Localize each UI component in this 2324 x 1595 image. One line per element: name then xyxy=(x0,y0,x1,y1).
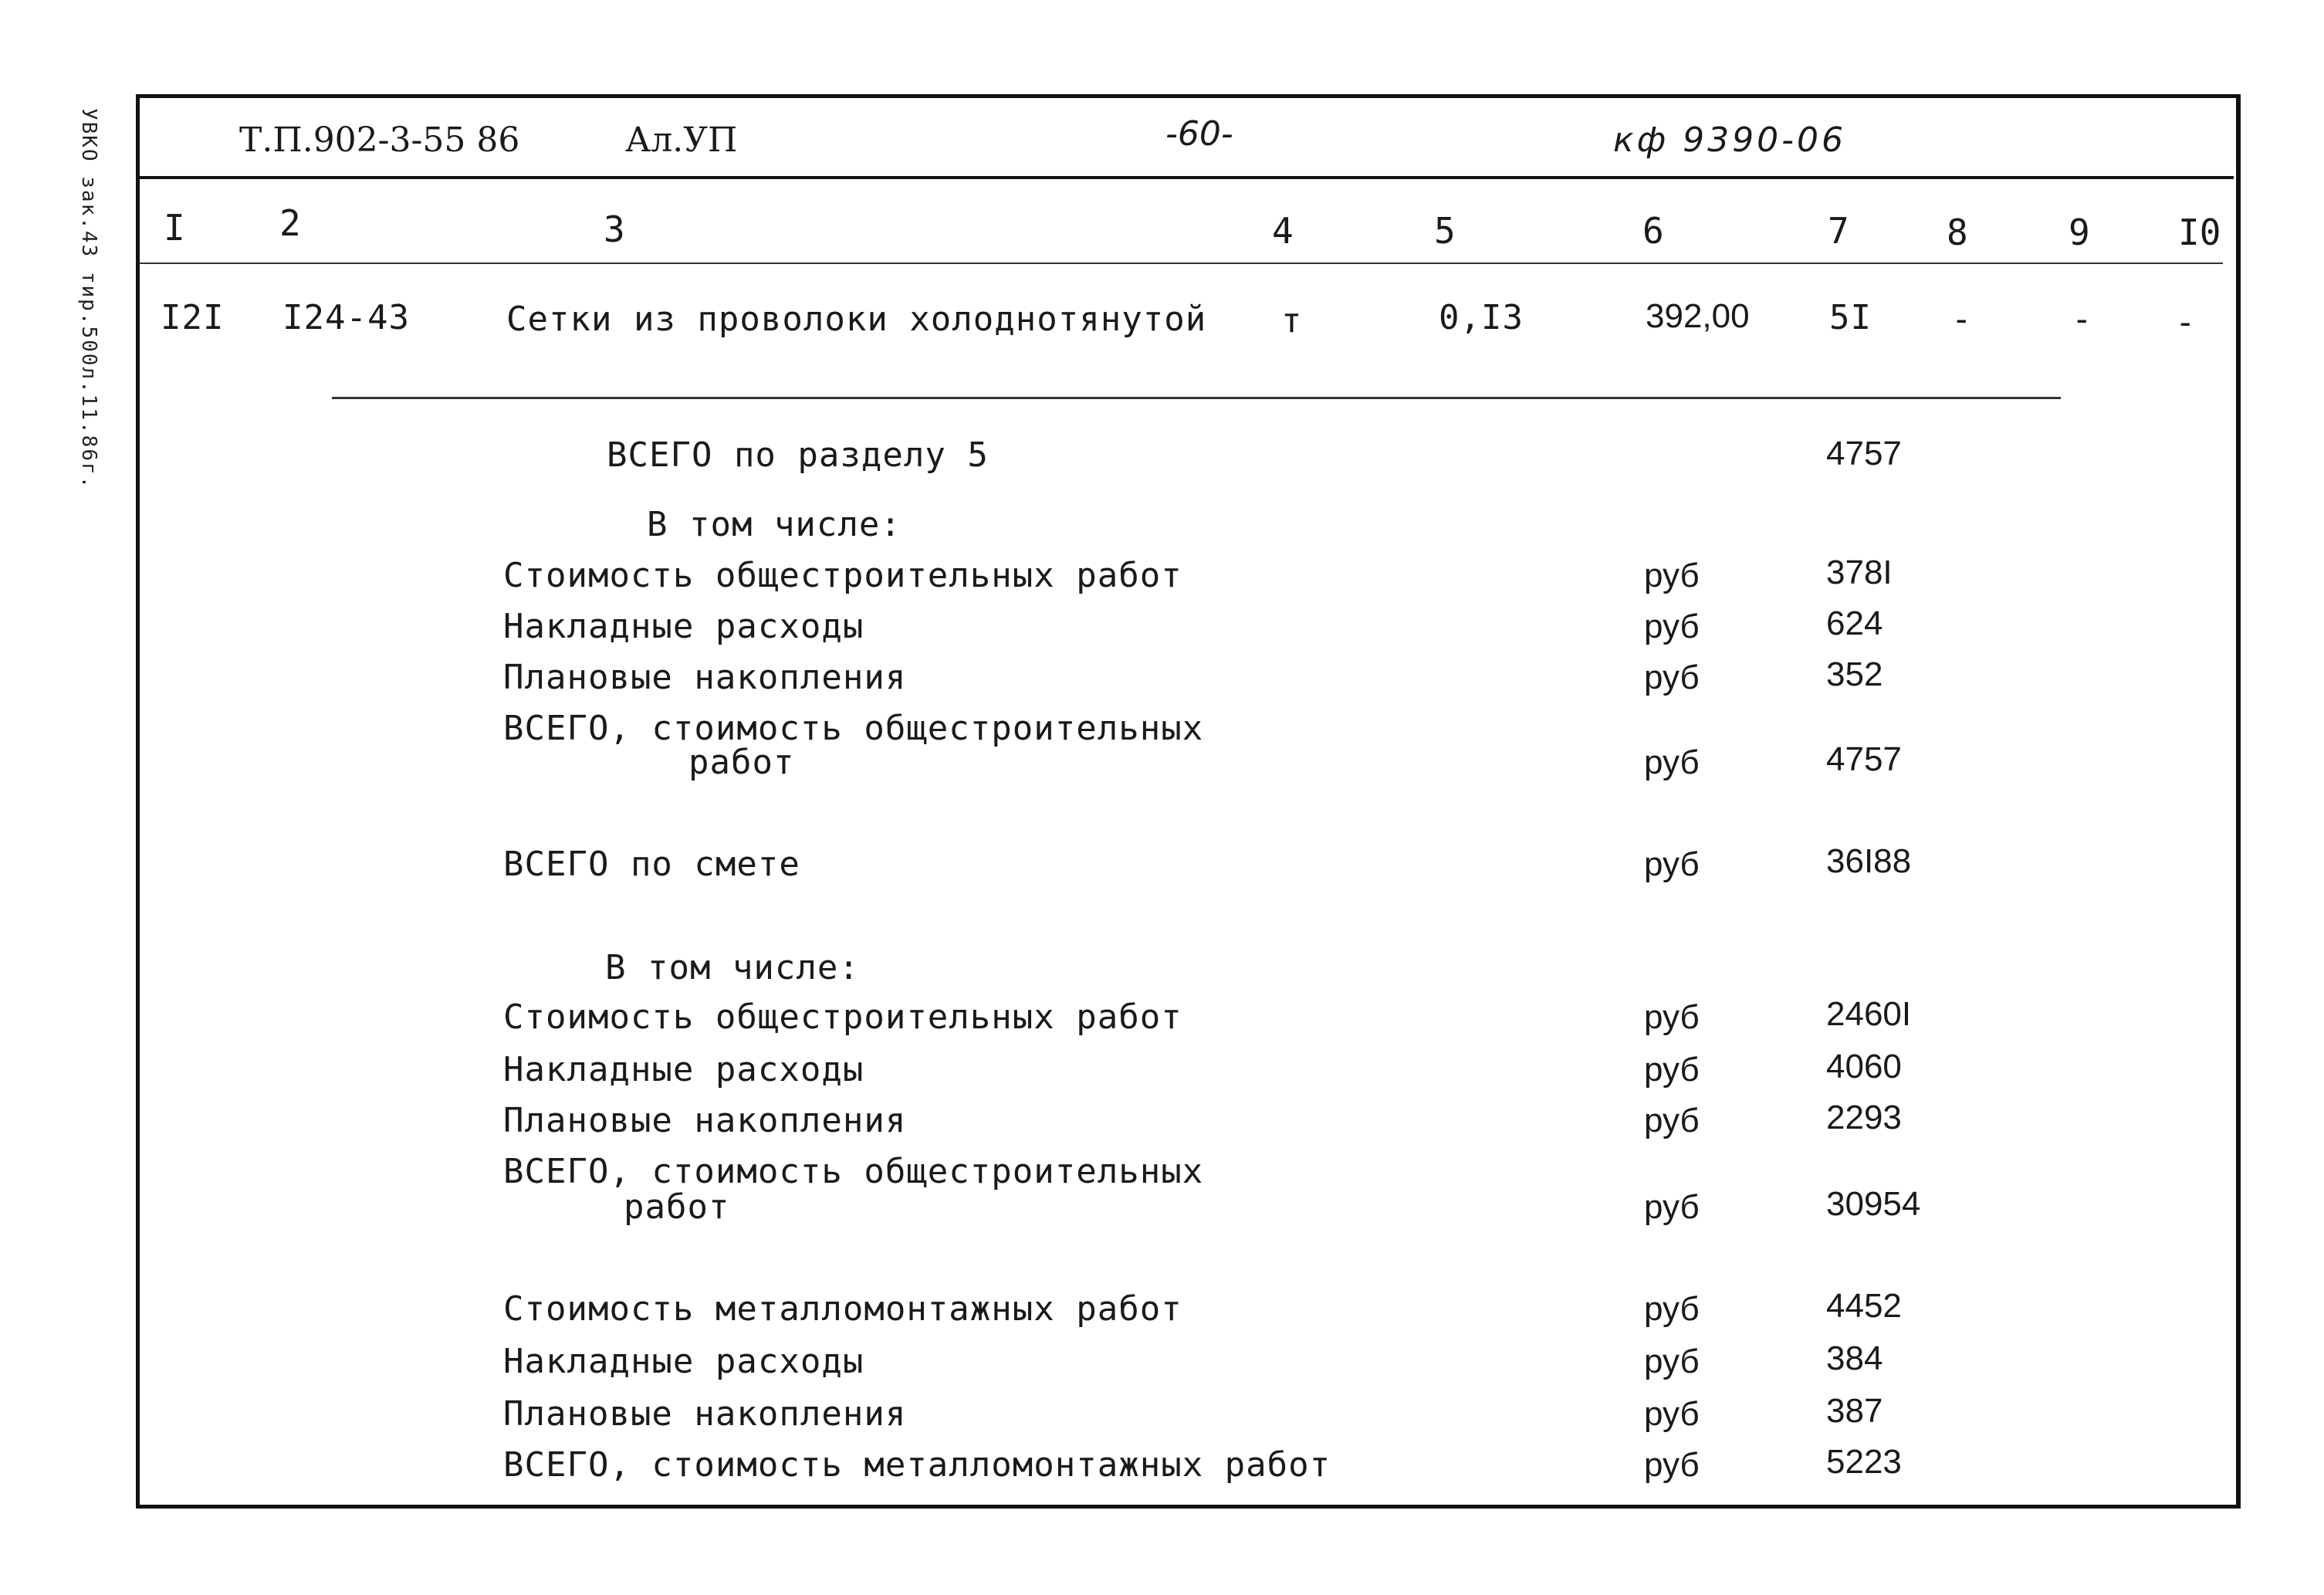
section-item-unit: руб xyxy=(1644,659,1700,696)
estimate-item-value: 30954 xyxy=(1826,1185,1921,1223)
metal-item-unit: руб xyxy=(1644,1395,1700,1433)
col-4-header: 4 xyxy=(1272,210,1294,252)
section-item-value: 624 xyxy=(1826,604,1883,642)
estimate-item-unit: руб xyxy=(1644,1051,1700,1089)
row-number: I2I xyxy=(161,298,225,337)
metal-item-value: 5223 xyxy=(1826,1443,1902,1481)
metal-item-value: 4452 xyxy=(1826,1287,1902,1325)
section-total-label: ВСЕГО по разделу 5 xyxy=(607,435,989,475)
album-label: Ал.УП xyxy=(625,120,738,160)
section-item-label: Плановые накопления xyxy=(503,658,907,697)
row-col9: - xyxy=(2072,300,2093,339)
row-total: 5I xyxy=(1829,298,1872,337)
col-6-header: 6 xyxy=(1642,210,1664,252)
section-item-label: Накладные расходы xyxy=(503,607,864,646)
header-divider xyxy=(137,176,2234,179)
section-including-label: В том числе: xyxy=(647,505,902,544)
section-item-unit: руб xyxy=(1644,743,1700,781)
metal-item-label: ВСЕГО, стоимость металломонтажных работ xyxy=(503,1445,1331,1485)
metal-item-label: Накладные расходы xyxy=(503,1342,864,1381)
metal-item-label: Стоимость металломонтажных работ xyxy=(503,1289,1182,1329)
estimate-item-label: Накладные расходы xyxy=(503,1050,864,1089)
column-header-rule xyxy=(139,262,2223,264)
row-col8: - xyxy=(1951,300,1973,339)
row-col10: - xyxy=(2175,303,2197,342)
estimate-item-label-cont: работ xyxy=(624,1187,730,1227)
row-unit: т xyxy=(1281,301,1303,340)
col-7-header: 7 xyxy=(1828,210,1849,252)
section-total-value: 4757 xyxy=(1826,435,1902,472)
estimate-total-unit: руб xyxy=(1644,845,1700,883)
estimate-item-value: 4060 xyxy=(1826,1048,1902,1085)
row-name: Сетки из проволоки холоднотянутой xyxy=(506,300,1207,339)
estimate-item-unit: руб xyxy=(1644,998,1700,1036)
col-3-header: 3 xyxy=(604,208,625,250)
estimate-item-unit: руб xyxy=(1644,1102,1700,1140)
section-item-unit: руб xyxy=(1644,557,1700,594)
col-5-header: 5 xyxy=(1434,210,1456,252)
section-item-value: 4757 xyxy=(1826,740,1902,778)
row-code: I24-43 xyxy=(282,298,410,337)
estimate-item-value: 2460I xyxy=(1826,995,1912,1033)
page-number: -60- xyxy=(1165,114,1233,154)
section-item-unit: руб xyxy=(1644,608,1700,645)
metal-item-label: Плановые накопления xyxy=(503,1394,907,1434)
col-10-header: I0 xyxy=(2178,212,2221,253)
section-item-value: 352 xyxy=(1826,655,1883,693)
stamp-code: кф 9390-06 xyxy=(1613,120,1847,160)
section-item-label: ВСЕГО, стоимость общестроительных xyxy=(503,709,1204,748)
section-item-label: Стоимость общестроительных работ xyxy=(503,556,1182,595)
estimate-item-label: Плановые накопления xyxy=(503,1101,907,1140)
section-rule xyxy=(332,397,2061,399)
margin-print-note: УВКО зак.43 тир.500л.11.86г. xyxy=(77,108,100,490)
row-price: 392,00 xyxy=(1646,297,1750,335)
doc-code: Т.П.902-3-55 86 xyxy=(239,120,520,160)
section-item-value: 378I xyxy=(1826,554,1893,591)
col-8-header: 8 xyxy=(1947,212,1968,253)
estimate-total-label: ВСЕГО по смете xyxy=(503,845,800,884)
section-item-label-cont: работ xyxy=(688,743,795,782)
row-qty: 0,I3 xyxy=(1439,298,1524,337)
col-2-header: 2 xyxy=(279,202,301,244)
metal-item-unit: руб xyxy=(1644,1446,1700,1484)
estimate-item-unit: руб xyxy=(1644,1188,1700,1226)
estimate-item-value: 2293 xyxy=(1826,1099,1902,1136)
col-1-header: I xyxy=(164,207,185,249)
metal-item-value: 384 xyxy=(1826,1339,1883,1377)
metal-item-unit: руб xyxy=(1644,1343,1700,1380)
metal-item-unit: руб xyxy=(1644,1290,1700,1328)
estimate-total-value: 36I88 xyxy=(1826,842,1912,880)
estimate-including-label: В том числе: xyxy=(605,948,860,987)
metal-item-value: 387 xyxy=(1826,1392,1883,1430)
col-9-header: 9 xyxy=(2069,212,2090,253)
estimate-item-label: Стоимость общестроительных работ xyxy=(503,997,1182,1037)
estimate-item-label: ВСЕГО, стоимость общестроительных xyxy=(503,1152,1204,1191)
